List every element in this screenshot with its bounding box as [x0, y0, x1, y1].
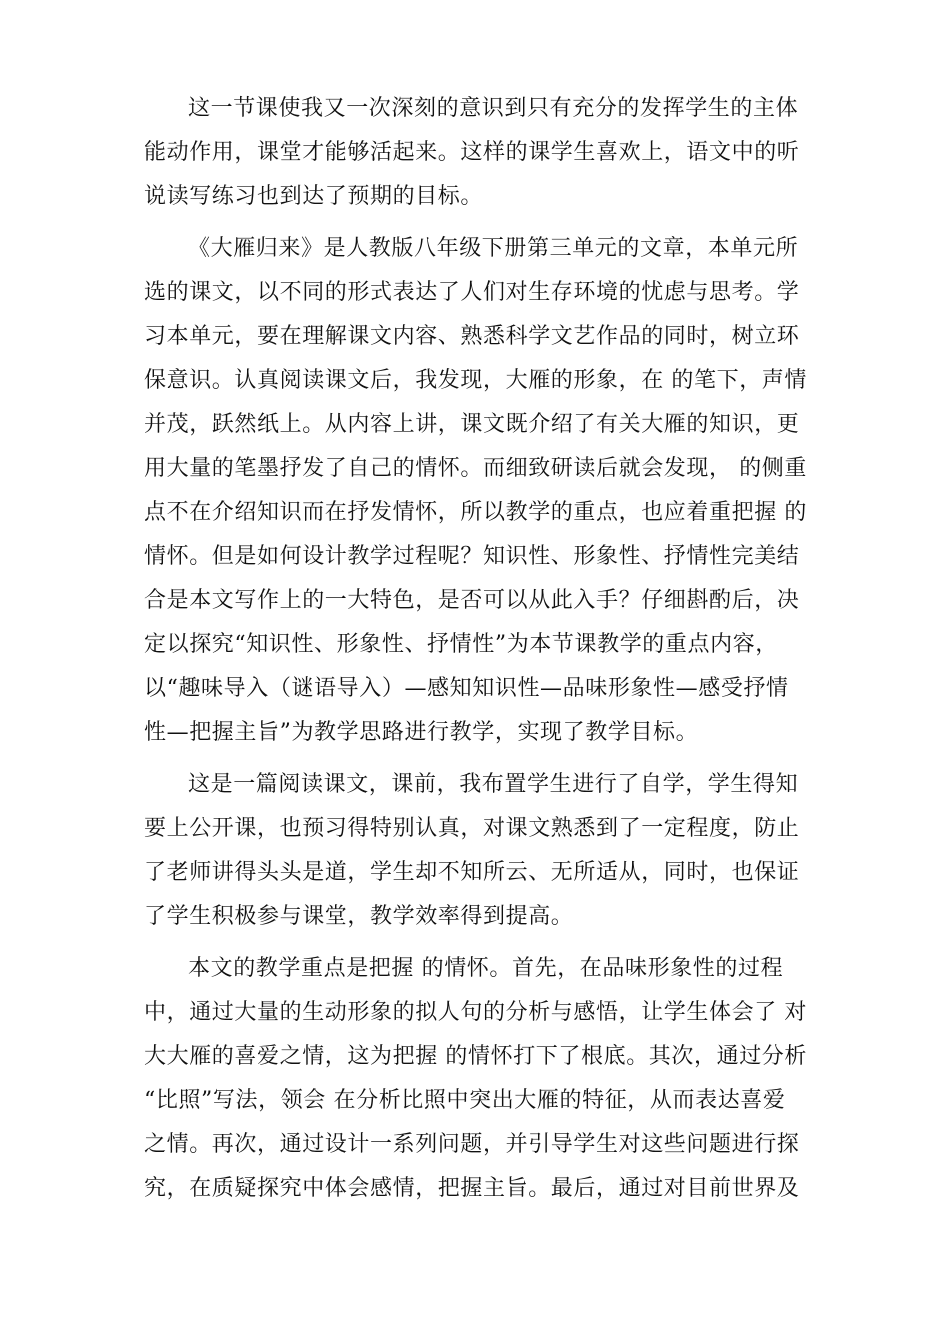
paragraph-1: [144, 87, 808, 219]
text-line: 以“趣味导入（谜语导入）—感知知识性—品味形象性—感受抒情: [144, 676, 789, 701]
text-line: 究，在质疑探究中体会感情，把握主旨。最后，通过对目前世界及: [144, 1176, 800, 1201]
text-line: 选的课文，以不同的形式表达了人们对生存环境的忧虑与思考。学: [144, 280, 800, 305]
text-line: 之情。再次，通过设计一系列问题，并引导学生对这些问题进行探: [144, 1132, 800, 1157]
text-line: 了老师讲得头头是道，学生却不知所云、无所适从，同时，也保证: [144, 860, 800, 885]
text-line: 中，通过大量的生动形象的拟人句的分析与感悟，让学生体会了 对: [144, 1000, 807, 1025]
text-line: 点不在介绍知识而在抒发情怀，所以教学的重点，也应着重把握 的: [144, 500, 807, 525]
text-line: 定以探究“知识性、形象性、抒情性”为本节课教学的重点内容，: [144, 632, 778, 657]
text-line: 大大雁的喜爱之情，这为把握 的情怀打下了根底。其次，通过分析: [144, 1044, 807, 1069]
text-line: “比照”写法，领会 在分析比照中突出大雁的特征，从而表达喜爱: [144, 1088, 786, 1113]
text-line: 情怀。但是如何设计教学过程呢？知识性、形象性、抒情性完美结: [144, 544, 800, 569]
document-body: [144, 87, 808, 1211]
text-line: 保意识。认真阅读课文后，我发现，大雁的形象，在 的笔下，声情: [144, 368, 807, 393]
text-line: 能动作用，课堂才能够活起来。这样的课学生喜欢上，语文中的听: [144, 140, 800, 165]
paragraph-2: [144, 227, 808, 755]
text-line: 性—把握主旨”为教学思路进行教学，实现了教学目标。: [144, 720, 699, 745]
text-line: 并茂，跃然纸上。从内容上讲，课文既介绍了有关大雁的知识，更: [144, 412, 800, 437]
text-line: 《大雁归来》是人教版八年级下册第三单元的文章，本单元所: [188, 236, 799, 261]
text-line: 本文的教学重点是把握 的情怀。首先，在品味形象性的过程: [188, 956, 784, 981]
text-line: 这是一篇阅读课文，课前，我布置学生进行了自学，学生得知: [188, 772, 799, 797]
text-line: 合是本文写作上的一大特色，是否可以从此入手？仔细斟酌后，决: [144, 588, 800, 613]
text-line: 习本单元，要在理解课文内容、熟悉科学文艺作品的同时，树立环: [144, 324, 800, 349]
paragraph-4: [144, 947, 808, 1211]
text-line: 用大量的笔墨抒发了自己的情怀。而细致研读后就会发现， 的侧重: [144, 456, 807, 481]
text-line: 要上公开课，也预习得特别认真，对课文熟悉到了一定程度，防止: [144, 816, 800, 841]
paragraph-3: [144, 763, 808, 939]
text-line: 这一节课使我又一次深刻的意识到只有充分的发挥学生的主体: [188, 96, 799, 121]
text-line: 了学生积极参与课堂，教学效率得到提高。: [144, 904, 574, 929]
text-line: 说读写练习也到达了预期的目标。: [144, 184, 484, 209]
